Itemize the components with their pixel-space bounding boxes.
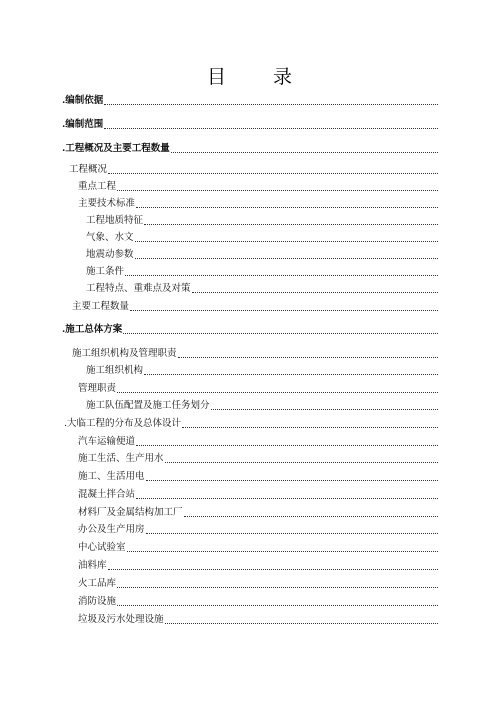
toc-entry-text: .编制依据: [62, 95, 104, 106]
dot-leader: [135, 258, 438, 259]
toc-entry[interactable]: [69, 160, 438, 176]
dot-leader: [108, 569, 438, 570]
toc-entry-text: 油料库: [78, 560, 107, 571]
dot-leader: [136, 498, 438, 499]
toc-entry[interactable]: [78, 194, 438, 210]
toc-entry-text: 施工组织机构及管理职责: [72, 348, 177, 359]
toc-entry-text: 施工组织机构: [86, 365, 144, 376]
toc-entry[interactable]: [86, 211, 438, 227]
toc-entry[interactable]: [86, 361, 438, 377]
toc-entry[interactable]: [78, 574, 438, 590]
toc-entry[interactable]: [86, 279, 438, 295]
toc-entry[interactable]: [62, 91, 438, 107]
toc-entry-text: 垃圾及污水处理设施: [78, 614, 164, 625]
toc-entry[interactable]: [86, 396, 438, 412]
dot-leader: [171, 152, 438, 153]
toc-entry-text: 消防设施: [78, 596, 117, 607]
toc-entry[interactable]: [78, 538, 438, 554]
dot-leader: [117, 587, 438, 588]
toc-entry-text: 主要工程数量: [72, 301, 130, 312]
toc-entry-text: 汽车运输便道: [78, 436, 136, 447]
toc-entry-text: .工程概况及主要工程数量: [62, 143, 170, 154]
dot-leader: [182, 427, 438, 428]
toc-entry[interactable]: [78, 467, 438, 483]
dot-leader: [117, 190, 438, 191]
dot-leader: [144, 374, 438, 375]
toc-entry[interactable]: [86, 262, 438, 278]
toc-entry[interactable]: [78, 432, 438, 448]
toc-entry[interactable]: [78, 520, 438, 536]
toc-entry-text: 工程概况: [69, 164, 108, 175]
toc-entry[interactable]: [78, 556, 438, 572]
toc-entry-text: 混凝土拌合站: [78, 489, 136, 500]
toc-entry[interactable]: [86, 245, 438, 261]
toc-entry[interactable]: [78, 449, 438, 465]
toc-entry-text: 工程地质特征: [86, 215, 144, 226]
toc-entry[interactable]: [78, 485, 438, 501]
toc-entry[interactable]: [86, 228, 438, 244]
dot-leader: [165, 462, 438, 463]
dot-leader: [117, 605, 438, 606]
toc-entry[interactable]: [72, 344, 438, 360]
toc-entry[interactable]: [64, 414, 438, 430]
toc-entry-text: 主要技术标准: [78, 198, 136, 209]
toc-entry-text: 办公及生产用房: [78, 524, 145, 535]
toc-entry-text: .大临工程的分布及总体设计: [64, 418, 182, 429]
dot-leader: [104, 104, 438, 105]
title-char-1: 目: [206, 66, 227, 88]
dot-leader: [192, 292, 438, 293]
toc-entry[interactable]: [78, 503, 438, 519]
title-char-2: 录: [273, 66, 294, 88]
dot-leader: [136, 207, 438, 208]
toc-entry-text: 材料厂及金属结构加工厂: [78, 507, 183, 518]
toc-entry-text: 气象、水文: [86, 232, 134, 243]
toc-entry-text: .施工总体方案: [62, 324, 123, 335]
toc-entry[interactable]: [78, 379, 438, 395]
toc-entry-text: 地震动参数: [86, 249, 134, 260]
toc-entry[interactable]: [72, 297, 438, 313]
toc-entry-text: 重点工程: [78, 181, 117, 192]
dot-leader: [146, 533, 438, 534]
dot-leader: [211, 409, 438, 410]
toc-entry[interactable]: [78, 592, 438, 608]
dot-leader: [146, 480, 438, 481]
toc-entry[interactable]: [62, 115, 438, 131]
dot-leader: [178, 357, 438, 358]
dot-leader: [108, 173, 438, 174]
toc-entry-text: 施工队伍配置及施工任务划分: [86, 400, 210, 411]
toc-entry-text: .编制范围: [62, 119, 104, 130]
toc-entry-text: 工程特点、重难点及对策: [86, 283, 191, 294]
toc-entry-text: 施工、生活用电: [78, 471, 145, 482]
toc-entry-text: 火工品库: [78, 578, 117, 589]
toc-entry[interactable]: [78, 610, 438, 626]
dot-leader: [130, 310, 438, 311]
dot-leader: [104, 128, 438, 129]
dot-leader: [127, 551, 438, 552]
dot-leader: [144, 224, 438, 225]
dot-leader: [165, 623, 438, 624]
toc-entry-text: 施工生活、生产用水: [78, 453, 164, 464]
toc-entry-text: 中心试验室: [78, 542, 126, 553]
dot-leader: [123, 333, 438, 334]
dot-leader: [117, 392, 438, 393]
toc-entry[interactable]: [62, 320, 438, 336]
dot-leader: [184, 516, 438, 517]
dot-leader: [135, 241, 438, 242]
page-title: [0, 62, 500, 89]
toc-entry[interactable]: [62, 139, 438, 155]
toc-entry-text: 管理职责: [78, 383, 117, 394]
toc-entry-text: 施工条件: [86, 266, 125, 277]
toc-entry[interactable]: [78, 177, 438, 193]
dot-leader: [125, 275, 438, 276]
dot-leader: [136, 445, 438, 446]
